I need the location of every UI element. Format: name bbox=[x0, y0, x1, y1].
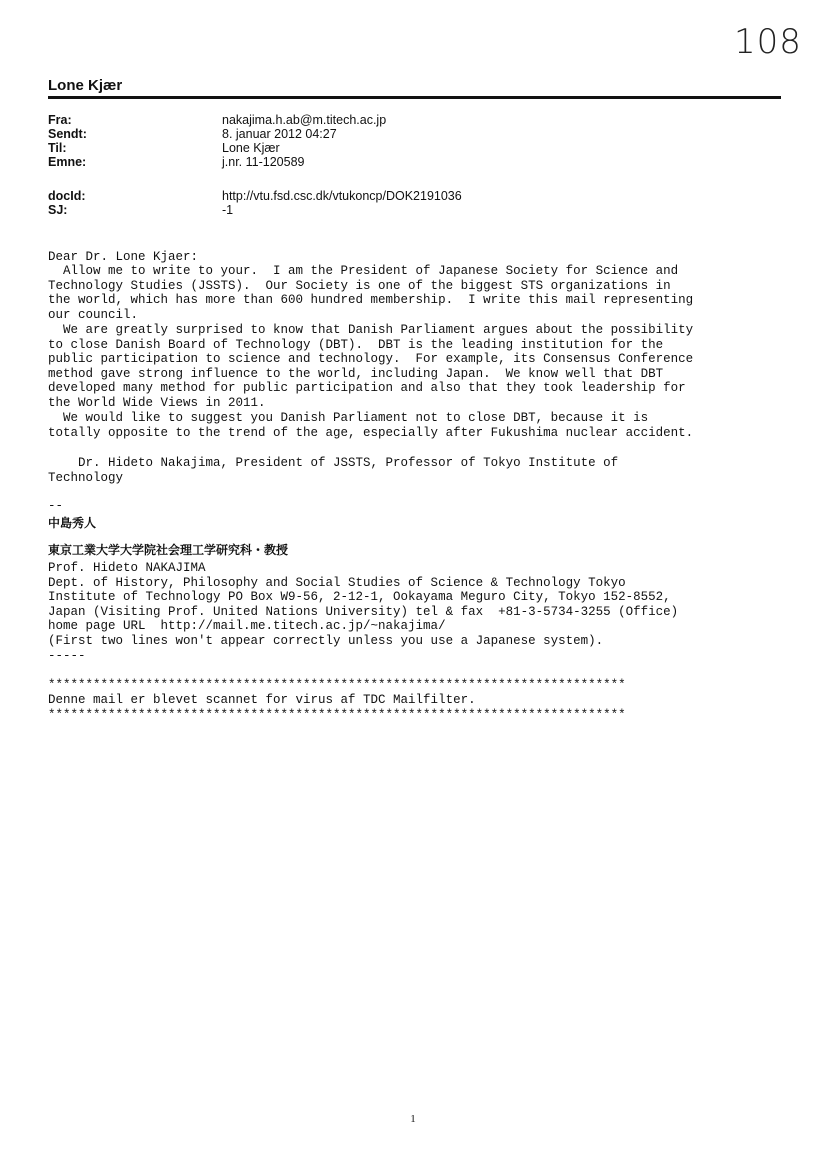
handwritten-page-mark: 108 bbox=[734, 22, 802, 62]
sent-label: Sendt: bbox=[48, 127, 87, 141]
signature-separator: -- bbox=[48, 499, 64, 513]
docid-label: docId: bbox=[48, 189, 86, 203]
to-label: Til: bbox=[48, 141, 67, 155]
email-paragraph-1: Allow me to write to your. I am the President of Japanese Society for Science and Technology Studies (JSSTS). Our Society is one of the biggest STS organizations in the world, which has more than 600 hundred membership. I write this mail representing our council. bbox=[48, 264, 694, 322]
email-greeting: Dear Dr. Lone Kjaer: bbox=[48, 250, 199, 264]
sj-label: SJ: bbox=[48, 203, 68, 217]
signature-english-block: Prof. Hideto NAKAJIMA Dept. of History, Philosophy and Social Studies of Science & Technology Tokyo Institute of Technology PO Box W9-56, 2-12-1, Ookayama Meguro City, Tokyo 152-8552, Japan (Visiting Prof. United Nations University) tel & fax +81-3-5734-3255 (Office) home page URL http://mail.me.titech.ac.jp/~nakajima/ (First two lines won't appear correctly unless you use a Japanese system). ----- bbox=[48, 561, 679, 663]
email-paragraph-3: We would like to suggest you Danish Parliament not to close DBT, because it is totally opposite to the trend of the age, especially after Fukushima nuclear accident. bbox=[48, 411, 694, 440]
signature-japanese-name: 中島秀人 bbox=[48, 516, 97, 530]
docid-value: http://vtu.fsd.csc.dk/vtukoncp/DOK2191036 bbox=[222, 189, 462, 203]
sender-name-heading: Lone Kjær bbox=[48, 77, 123, 94]
sent-value: 8. januar 2012 04:27 bbox=[222, 127, 337, 141]
email-signoff: Dr. Hideto Nakajima, President of JSSTS, Professor of Tokyo Institute of Technology bbox=[48, 456, 619, 485]
from-value: nakajima.h.ab@m.titech.ac.jp bbox=[222, 113, 387, 127]
email-paragraph-2: We are greatly surprised to know that Danish Parliament argues about the possibility to close Danish Board of Technology (DBT). DBT is the leading institution for the public participation to science and technology. For example, its Consensus Conference method gave strong influence to the world, including Japan. We know well that DBT developed many method for public participation and also that they took leadership for the World Wide Views in 2011. bbox=[48, 323, 694, 410]
sj-value: -1 bbox=[222, 203, 234, 217]
subject-label: Emne: bbox=[48, 155, 87, 169]
scan-notice-stars-bottom: ***************************************************************************** bbox=[48, 708, 626, 722]
header-divider bbox=[48, 96, 781, 99]
signature-japanese-affiliation: 東京工業大学大学院社会理工学研究科・教授 bbox=[48, 543, 289, 557]
subject-value: j.nr. 11-120589 bbox=[222, 155, 305, 169]
from-label: Fra: bbox=[48, 113, 72, 127]
scan-notice-text: Denne mail er blevet scannet for virus af TDC Mailfilter. bbox=[48, 693, 476, 707]
page-number: 1 bbox=[410, 1113, 416, 1125]
to-value: Lone Kjær bbox=[222, 141, 280, 155]
scan-notice-stars-top: ***************************************************************************** bbox=[48, 678, 626, 692]
